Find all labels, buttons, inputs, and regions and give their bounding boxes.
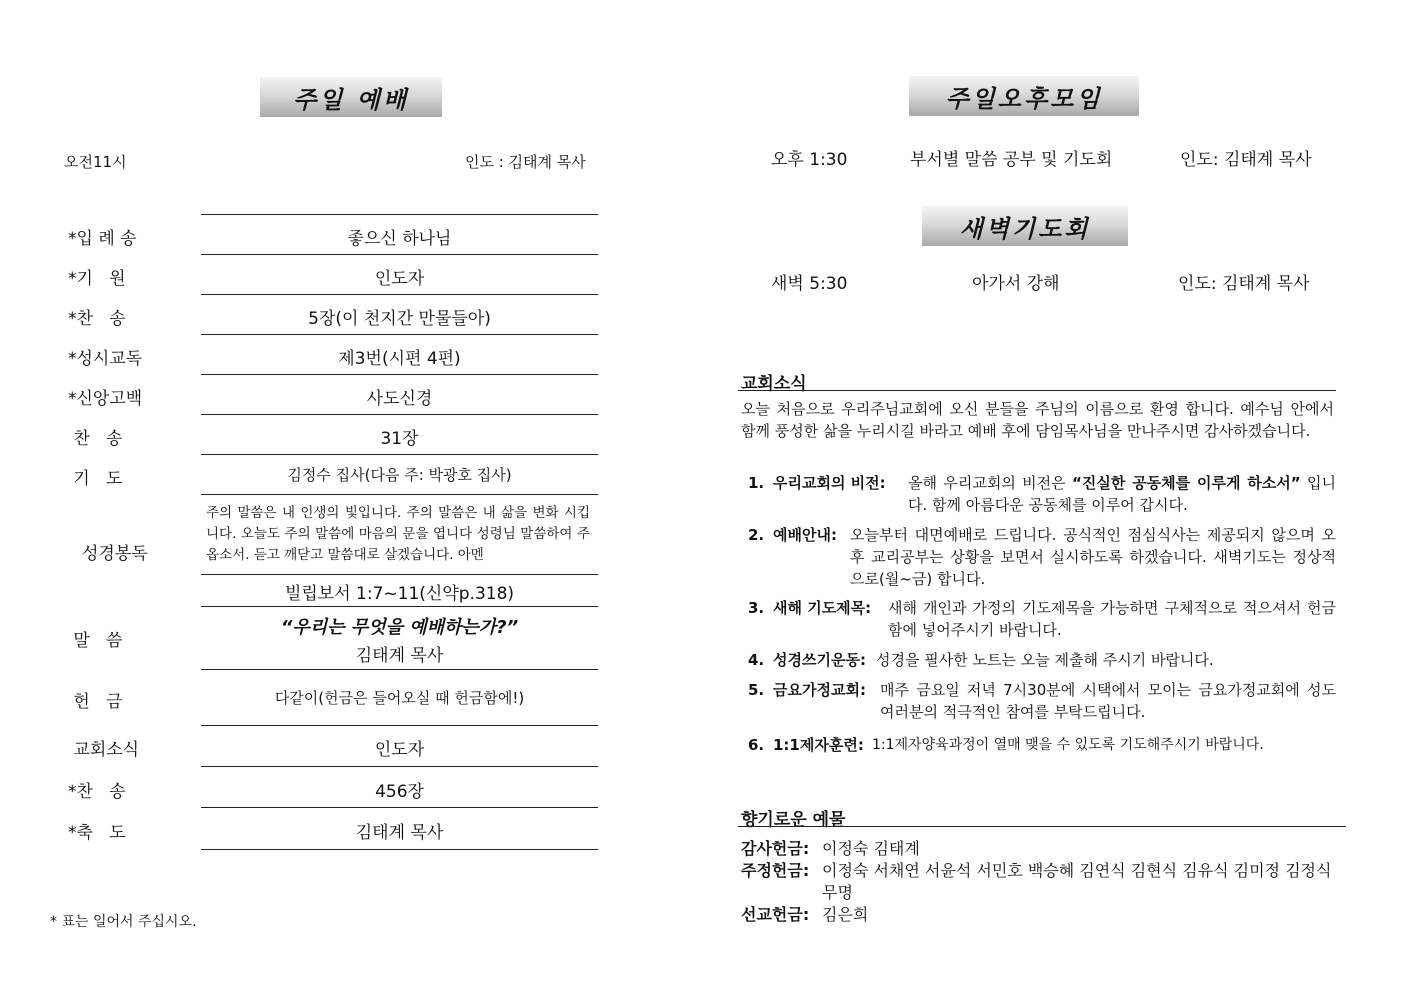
offering-names: 김은희 bbox=[822, 905, 869, 924]
news-heading-rule bbox=[738, 390, 1336, 391]
offering-key: 주정헌금: bbox=[741, 861, 810, 880]
news-item-head: 금요가정교회: bbox=[773, 681, 866, 699]
offering-row bbox=[741, 860, 1341, 904]
afternoon-title: 주일오후모임 bbox=[909, 76, 1139, 116]
offering-row bbox=[741, 904, 1341, 926]
worship-time: 오전11시 bbox=[64, 153, 127, 171]
news-item bbox=[748, 734, 1336, 756]
dawn-title: 새벽기도회 bbox=[922, 206, 1128, 246]
offerings-heading: 향기로운 예물 bbox=[741, 810, 846, 830]
order-rule bbox=[201, 414, 598, 415]
worship-leader: 인도 : 김태계 목사 bbox=[465, 153, 586, 171]
reading-label: 성경봉독 bbox=[82, 544, 148, 564]
order-rule bbox=[201, 606, 598, 607]
order-rule bbox=[201, 214, 598, 215]
order-rule bbox=[201, 254, 598, 255]
news-item bbox=[748, 597, 1336, 641]
news-item-body: 매주 금요일 저녁 7시30분에 시택에서 모이는 금요가정교회에 성도 여러분의 적극적인 참여를 부탁드립니다. bbox=[880, 681, 1336, 721]
offering-key: 감사헌금: bbox=[741, 839, 810, 858]
order-value: 김정수 집사(다음 주: 박광호 집사) bbox=[287, 466, 512, 484]
dawn-leader: 인도: 김태계 목사 bbox=[1178, 274, 1310, 294]
sermon-title: “우리는 무엇을 예배하는가?” bbox=[280, 617, 519, 638]
reading-prayer: 주의 말씀은 내 인생의 빛입니다. 주의 말씀은 내 삶을 변화 시킵니다. 오늘도 주의 말씀에 마음의 문을 엽니다 성령님 말씀하여 주옵소서. 듣고 깨닫고 말씀대로 살겠습니다. 아멘 bbox=[206, 505, 590, 563]
news-item-number: 1. bbox=[748, 474, 765, 492]
reading-passage: 빌립보서 1:7~11(신약p.318) bbox=[284, 584, 515, 604]
order-label: *신앙고백 bbox=[68, 389, 143, 409]
order-rule bbox=[201, 574, 598, 575]
order-value: 김태계 목사 bbox=[355, 823, 444, 843]
order-rule bbox=[201, 334, 598, 335]
standing-footnote: * 표는 일어서 주십시오. bbox=[50, 914, 197, 930]
order-label: *입 례 송 bbox=[68, 229, 137, 249]
order-value: 사도신경 bbox=[366, 389, 433, 409]
order-label: *축 도 bbox=[68, 823, 126, 843]
order-label: 헌 금 bbox=[68, 692, 123, 712]
news-item bbox=[748, 524, 1336, 590]
order-rule bbox=[201, 725, 598, 726]
order-rule bbox=[201, 669, 598, 670]
news-item-number: 2. bbox=[748, 526, 765, 544]
order-rule bbox=[201, 807, 598, 808]
news-item-body: 새해 개인과 가정의 기도제목을 가능하면 구체적으로 적으셔서 헌금함에 넣어주시기 바랍니다. bbox=[888, 599, 1336, 639]
order-rule bbox=[201, 766, 598, 767]
news-item-body-text: 올해 우리교회의 비전은 bbox=[908, 474, 1073, 492]
order-value: 좋으신 하나님 bbox=[347, 229, 452, 249]
order-rule bbox=[201, 374, 598, 375]
order-rule bbox=[201, 494, 598, 495]
news-item-head: 새해 기도제목: bbox=[773, 599, 872, 617]
order-rule bbox=[201, 454, 598, 455]
news-item-body: 오늘부터 대면예배로 드립니다. 공식적인 점심식사는 제공되지 않으며 오후 교리공부는 상황을 보면서 실시하도록 하겠습니다. 새벽기도는 정상적으로(월~금) 합니다. bbox=[850, 526, 1336, 588]
order-value: 5장(이 천지간 만물들아) bbox=[308, 309, 491, 329]
news-item-number: 5. bbox=[748, 681, 765, 699]
news-item bbox=[748, 679, 1336, 723]
order-label: *찬 송 bbox=[68, 782, 126, 802]
order-value: 제3번(시편 4편) bbox=[338, 349, 461, 369]
order-value: 다같이(헌금은 들어오실 때 헌금함에!) bbox=[274, 689, 525, 707]
order-value: 인도자 bbox=[374, 740, 425, 760]
news-item-head: 우리교회의 비전: bbox=[773, 474, 886, 492]
offering-key: 선교헌금: bbox=[741, 905, 810, 924]
order-label: 교회소식 bbox=[68, 740, 140, 760]
news-item-head: 성경쓰기운동: bbox=[773, 651, 866, 669]
afternoon-activity: 부서별 말씀 공부 및 기도회 bbox=[910, 150, 1113, 170]
news-item-number: 4. bbox=[748, 651, 765, 669]
afternoon-time: 오후 1:30 bbox=[771, 150, 848, 170]
news-item bbox=[748, 649, 1336, 671]
dawn-activity: 아가서 강해 bbox=[972, 274, 1060, 294]
offering-names: 이정숙 김태계 bbox=[822, 839, 920, 858]
news-item bbox=[748, 472, 1336, 516]
dawn-time: 새벽 5:30 bbox=[771, 274, 848, 294]
order-value: 456장 bbox=[375, 782, 424, 802]
news-item-head: 예배안내: bbox=[773, 526, 837, 544]
order-value: 31장 bbox=[380, 429, 419, 449]
news-item-body: 성경을 필사한 노트는 오늘 제출해 주시기 바랍니다. bbox=[876, 651, 1214, 669]
news-item-head: 1:1제자훈련: bbox=[773, 736, 864, 754]
news-intro: 오늘 처음으로 우리주님교회에 오신 분들을 주님의 이름으로 환영 합니다. 예수님 안에서 함께 풍성한 삶을 누리시길 바라고 예배 후에 담임목사님을 만나주시면 감사하겠습니다. bbox=[741, 400, 1334, 440]
order-label: 찬 송 bbox=[68, 429, 123, 449]
news-item-number: 6. bbox=[748, 736, 765, 754]
order-label: *성시교독 bbox=[68, 349, 143, 369]
offering-row bbox=[741, 838, 1341, 860]
sermon-label: 말 씀 bbox=[68, 631, 123, 651]
order-value: 인도자 bbox=[374, 269, 425, 289]
vision-phrase: “진실한 공동체를 이루게 하소서” bbox=[1072, 474, 1301, 492]
sermon-preacher: 김태계 목사 bbox=[355, 646, 444, 666]
afternoon-leader: 인도: 김태계 목사 bbox=[1180, 150, 1312, 170]
news-item-body: 1:1제자양육과정이 열매 맺을 수 있도록 기도해주시기 바랍니다. bbox=[872, 737, 1264, 753]
offerings-heading-rule bbox=[738, 826, 1346, 827]
news-heading: 교회소식 bbox=[741, 374, 807, 394]
news-item-body-text: 입니다. 함께 아름다운 공동체를 이루어 갑시다. bbox=[908, 474, 1336, 514]
worship-title: 주일 예배 bbox=[260, 77, 442, 117]
order-label: *기 원 bbox=[68, 269, 126, 289]
order-rule bbox=[201, 849, 598, 850]
order-rule bbox=[201, 294, 598, 295]
order-label: *찬 송 bbox=[68, 309, 126, 329]
offering-names: 이정숙 서채연 서윤석 서민호 백승혜 김연식 김현식 김유식 김미정 김정식 무명 bbox=[822, 861, 1332, 902]
news-item-body bbox=[908, 472, 1336, 516]
order-label: 기 도 bbox=[68, 469, 123, 489]
news-item-number: 3. bbox=[748, 599, 765, 617]
